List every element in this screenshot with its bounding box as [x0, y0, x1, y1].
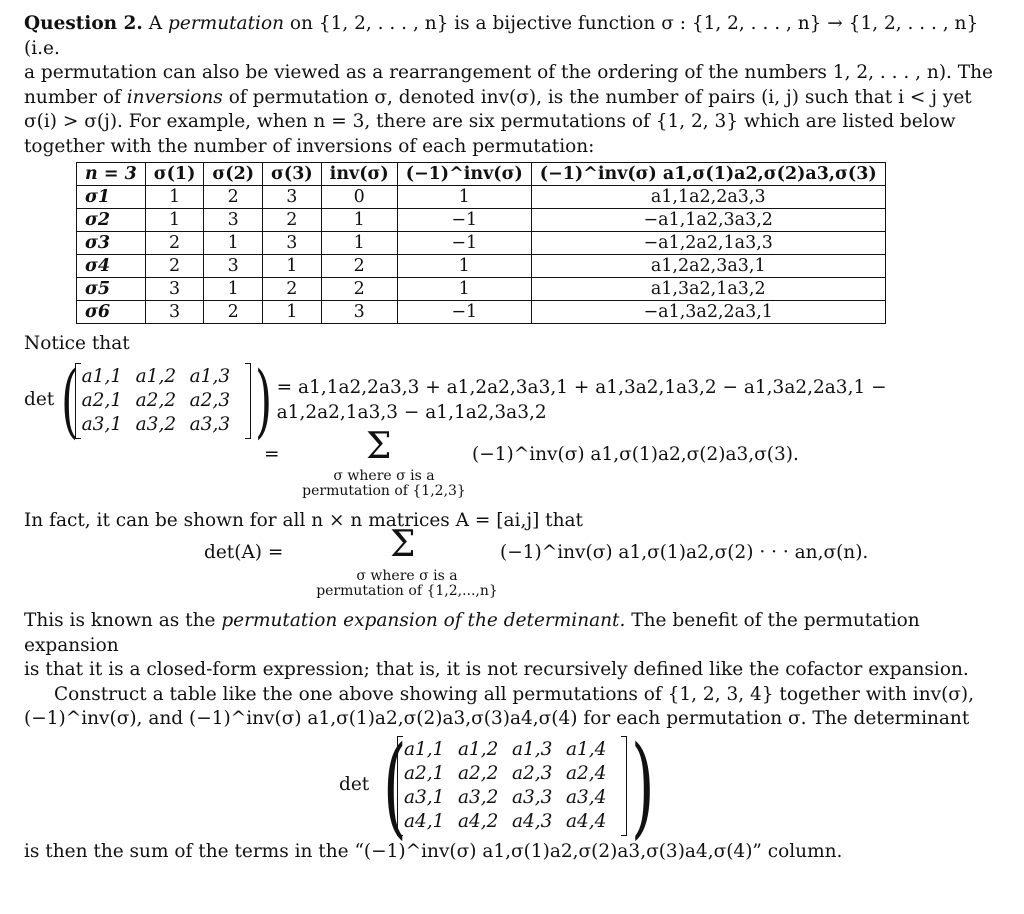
matrix-entry: a3,1: [81, 413, 123, 435]
det3-equation: [24, 353, 1000, 447]
question-intro: [24, 12, 1000, 159]
expansion-3: = a1,1a2,2a3,3 + a1,2a2,3a3,1 + a1,3a2,1a3,2 − a1,3a2,2a3,1 − a1,2a2,1a3,3 − a1,1a2,3a3,2: [276, 377, 887, 423]
table-cell: 2: [145, 232, 204, 255]
term-permutation: permutation: [168, 13, 284, 34]
table-cell: 1: [204, 232, 263, 255]
table-cell: −a1,3a2,2a3,1: [531, 301, 885, 324]
sum3-formula: [24, 425, 1000, 509]
table-cell: 1: [204, 278, 263, 301]
table-row: [77, 255, 886, 278]
intro-line-3a: number of: [24, 86, 121, 108]
matrix-entry: a2,4: [566, 762, 607, 784]
table-cell: 2: [321, 278, 397, 301]
table-body: [77, 186, 886, 324]
table-cell: σ4: [77, 255, 146, 278]
matrix-entry: a2,2: [458, 762, 499, 784]
table-header: n = 3: [77, 163, 146, 186]
table-cell: 1: [145, 186, 204, 209]
table-cell: −1: [397, 209, 531, 232]
matrix-entry: a4,4: [566, 810, 607, 832]
table-cell: 1: [321, 232, 397, 255]
matrix-entry: a2,3: [512, 762, 553, 784]
sum-subscript: [284, 469, 484, 499]
fact-line: In fact, it can be shown for all n × n matrices A = [ai,j] that: [24, 509, 583, 531]
sigma-symbol: Σ: [366, 425, 392, 467]
table-cell: −a1,2a2,1a3,3: [531, 232, 885, 255]
sum-subscript-line: permutation of {1,2,...,n}: [316, 583, 498, 599]
table-header: σ(3): [263, 163, 322, 186]
question-label: Question 2.: [24, 13, 143, 34]
table-header: (−1)^inv(σ): [397, 163, 531, 186]
construct-text-1: Construct a table like the one above showing all permutations of {1, 2, 3, 4} together with inv(σ),: [54, 683, 975, 705]
table-header-row: [77, 163, 886, 186]
sum-subscript-line: permutation of {1,2,3}: [302, 482, 466, 499]
matrix-entry: a1,3: [189, 365, 231, 387]
equals-sign: =: [264, 443, 280, 465]
left-paren: (: [383, 721, 407, 850]
matrix-entry: a1,1: [81, 365, 123, 387]
matrix-3x3: [75, 363, 251, 439]
right-paren: ): [254, 353, 272, 447]
known-term: permutation expansion of the determinant.: [221, 610, 626, 631]
matrix-entry: a3,4: [566, 786, 607, 808]
table-cell: 3: [204, 255, 263, 278]
matrix-entry: a3,3: [512, 786, 553, 808]
table-cell: a1,1a2,2a3,3: [531, 186, 885, 209]
known-text-1a: This is known as the: [24, 610, 216, 631]
table-cell: 2: [321, 255, 397, 278]
table-cell: 3: [263, 232, 322, 255]
table-cell: 0: [321, 186, 397, 209]
table-cell: σ3: [77, 232, 146, 255]
table-cell: −1: [397, 301, 531, 324]
sum-subscript-line: σ where σ is a: [356, 568, 458, 584]
table-cell: 3: [145, 278, 204, 301]
det-label: det: [24, 389, 55, 411]
table-cell: −1: [397, 232, 531, 255]
table-cell: 3: [145, 301, 204, 324]
table-cell: σ1: [77, 186, 146, 209]
matrix-entry: a3,2: [135, 413, 177, 435]
known-paragraph: [24, 609, 1000, 732]
table-cell: 1: [263, 301, 322, 324]
table-cell: a1,3a2,1a3,2: [531, 278, 885, 301]
table-cell: 3: [204, 209, 263, 232]
matrix-entry: a4,2: [458, 810, 499, 832]
left-paren: (: [60, 353, 78, 447]
sum-subscript: [292, 569, 522, 599]
det4-expression: [0, 721, 1000, 850]
intro-line-4: σ(i) > σ(j). For example, when n = 3, there are six permutations of {1, 2, 3} which are listed below: [24, 111, 956, 132]
table-cell: σ6: [77, 301, 146, 324]
matrix-entry: a1,4: [566, 738, 607, 760]
table-cell: 1: [397, 255, 531, 278]
table-cell: 2: [145, 255, 204, 278]
table-cell: σ5: [77, 278, 146, 301]
table-cell: 3: [321, 301, 397, 324]
general-lhs: det(A) =: [204, 542, 284, 563]
construct-text-2: (−1)^inv(σ), and (−1)^inv(σ) a1,σ(1)a2,σ(2)a3,σ(3)a4,σ(4) for each permutation σ. The determinant: [24, 708, 970, 729]
table-row: [77, 186, 886, 209]
table-header: σ(2): [204, 163, 263, 186]
matrix-entry: a1,2: [458, 738, 499, 760]
matrix-entry: a2,1: [404, 762, 445, 784]
table-cell: 1: [145, 209, 204, 232]
intro-text-1: A: [148, 13, 163, 34]
matrix-entry: a1,3: [512, 738, 553, 760]
table-row: [77, 209, 886, 232]
sum-term: (−1)^inv(σ) a1,σ(1)a2,σ(2)a3,σ(3).: [472, 443, 799, 465]
table-cell: 2: [263, 278, 322, 301]
intro-text-2: on {1, 2, . . . , n} is a bijective function σ : {1, 2, . . . , n} → {1, 2, . . . , n} (i.e.: [24, 13, 979, 59]
intro-line-3b: of permutation σ, denoted inv(σ), is the number of pairs (i, j) such that i < j yet: [228, 86, 972, 108]
matrix-entry: a1,2: [135, 365, 177, 387]
notice-text: Notice that: [24, 333, 130, 354]
matrix-entry: a4,3: [512, 810, 553, 832]
table-cell: −a1,1a2,3a3,2: [531, 209, 885, 232]
table-cell: 3: [263, 186, 322, 209]
matrix-entry: a1,1: [404, 738, 445, 760]
table-cell: σ2: [77, 209, 146, 232]
known-text-1b: The benefit of the permutation expansion: [24, 610, 920, 656]
table-cell: 1: [321, 209, 397, 232]
table-row: [77, 278, 886, 301]
permutation-table: [76, 162, 886, 324]
matrix-entry: a3,3: [189, 413, 231, 435]
table-cell: 2: [263, 209, 322, 232]
table-header: σ(1): [145, 163, 204, 186]
last-line: is then the sum of the terms in the “(−1)^inv(σ) a1,σ(1)a2,σ(2)a3,σ(3)a4,σ(4)” column.: [24, 840, 843, 862]
matrix-entry: a3,2: [458, 786, 499, 808]
right-paren: ): [631, 721, 655, 850]
table-row: [77, 301, 886, 324]
table-row: [77, 232, 886, 255]
sum-subscript-line: σ where σ is a: [333, 467, 435, 484]
table-cell: a1,2a2,3a3,1: [531, 255, 885, 278]
table-header: inv(σ): [321, 163, 397, 186]
intro-line-2: a permutation can also be viewed as a rearrangement of the ordering of the numbers 1, 2, . . . , n). The: [24, 62, 994, 83]
general-term: (−1)^inv(σ) a1,σ(1)a2,σ(2) · · · an,σ(n).: [500, 542, 869, 563]
det-label: det: [339, 774, 370, 796]
table-header: (−1)^inv(σ) a1,σ(1)a2,σ(2)a3,σ(3): [531, 163, 885, 186]
table-cell: 1: [397, 278, 531, 301]
known-text-2: is that it is a closed-form expression; that is, it is not recursively defined like the cofactor expansion.: [24, 659, 969, 680]
table-cell: 1: [263, 255, 322, 278]
general-formula: [24, 524, 1000, 609]
table-cell: 2: [204, 186, 263, 209]
table-cell: 1: [397, 186, 531, 209]
matrix-4x4: [397, 736, 627, 836]
matrix-entry: a2,1: [81, 389, 123, 411]
matrix-entry: a2,2: [135, 389, 177, 411]
matrix-entry: a2,3: [189, 389, 231, 411]
sigma-symbol: Σ: [390, 524, 416, 565]
term-inversions: inversions: [126, 86, 223, 108]
table-cell: 2: [204, 301, 263, 324]
matrix-entry: a4,1: [404, 810, 445, 832]
intro-line-5: together with the number of inversions of each permutation:: [24, 135, 595, 157]
matrix-entry: a3,1: [404, 786, 445, 808]
